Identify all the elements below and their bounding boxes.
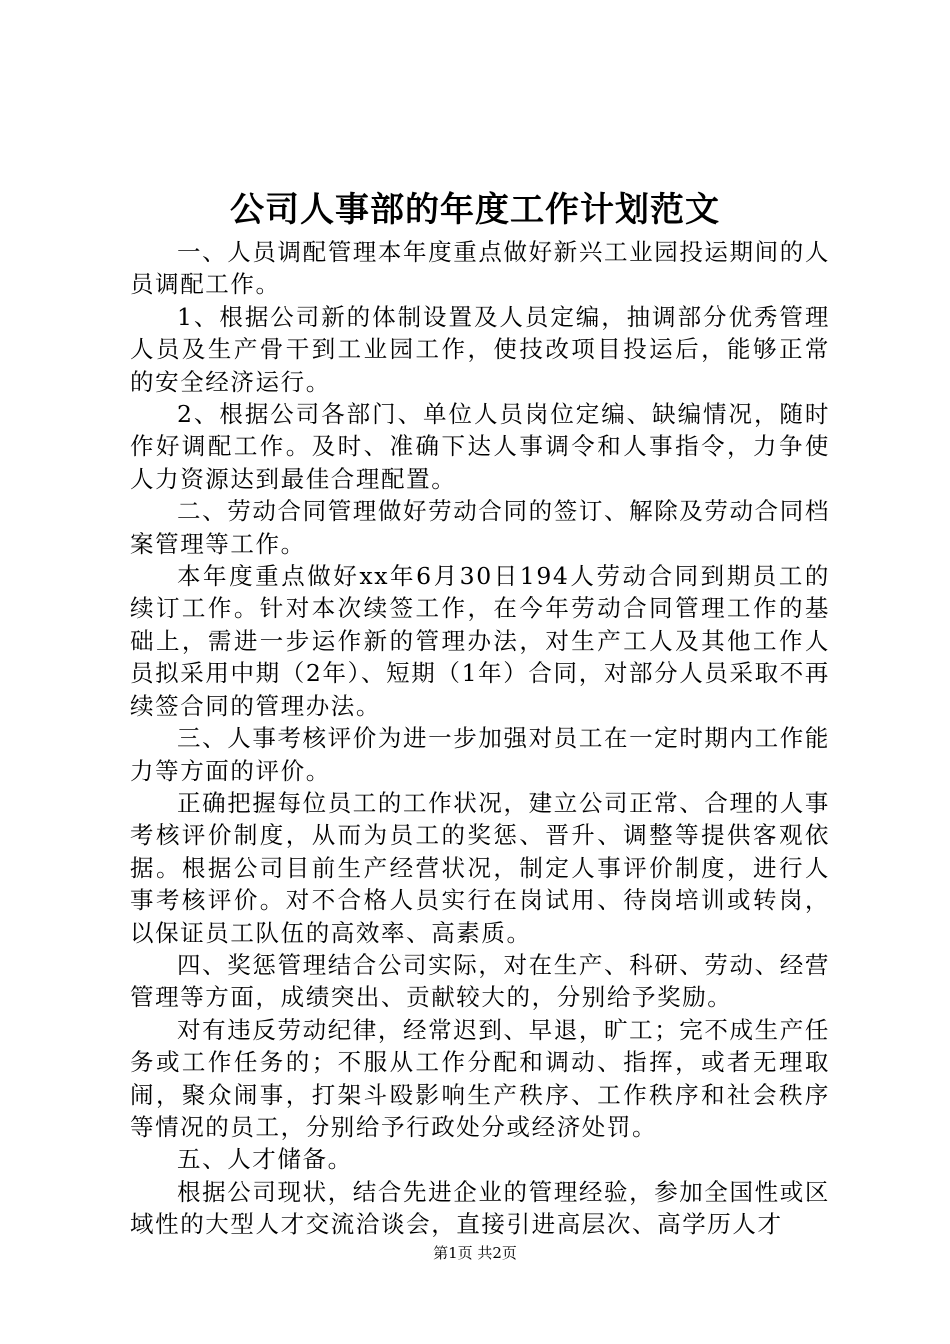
paragraph: 对有违反劳动纪律，经常迟到、早退，旷工；完不成生产任务或工作任务的；不服从工作分配和调动、指挥，或者无理取闹，聚众闹事，打架斗殴影响生产秩序、工作秩序和社会秩序等情况的员工，分别给予行政处分或经济处罚。 <box>130 1015 830 1141</box>
paragraph: 一、人员调配管理本年度重点做好新兴工业园投运期间的人员调配工作。 <box>130 238 830 299</box>
paragraph: 正确把握每位员工的工作状况，建立公司正常、合理的人事考核评价制度，从而为员工的奖惩、晋升、调整等提供客观依据。根据公司目前生产经营状况，制定人事评价制度，进行人事考核评价。对不合格人员实行在岗试用、待岗培训或转岗，以保证员工队伍的高效率、高素质。 <box>130 788 830 947</box>
paragraph: 2、根据公司各部门、单位人员岗位定编、缺编情况，随时作好调配工作。及时、准确下达人事调令和人事指令，力争使人力资源达到最佳合理配置。 <box>130 400 830 493</box>
paragraph: 五、人才储备。 <box>177 1145 353 1174</box>
paragraph: 二、劳动合同管理做好劳动合同的签订、解除及劳动合同档案管理等工作。 <box>130 497 830 558</box>
document-body <box>130 236 830 1241</box>
page-number-footer: 第1页 共2页 <box>433 1244 517 1262</box>
paragraph: 1、根据公司新的体制设置及人员定编，抽调部分优秀管理人员及生产骨干到工业园工作，使技改项目投运后，能够正常的安全经济运行。 <box>130 302 830 396</box>
paragraph: 本年度重点做好xx年6月30日194人劳动合同到期员工的续订工作。针对本次续签工作，在今年劳动合同管理工作的基础上，需进一步运作新的管理办法，对生产工人及其他工作人员拟采用中期（2年）、短期（1年）合同，对部分人员采取不再续签合同的管理办法。 <box>130 562 830 720</box>
paragraph: 三、人事考核评价为进一步加强对员工在一定时期内工作能力等方面的评价。 <box>130 724 830 785</box>
paragraph: 四、奖惩管理结合公司实际，对在生产、科研、劳动、经营管理等方面，成绩突出、贡献较大的，分别给予奖励。 <box>130 950 830 1012</box>
paragraph: 根据公司现状，结合先进企业的管理经验，参加全国性或区域性的大型人才交流洽谈会，直接引进高层次、高学历人才 <box>130 1177 830 1239</box>
document-title: 公司人事部的年度工作计划范文 <box>230 190 720 230</box>
